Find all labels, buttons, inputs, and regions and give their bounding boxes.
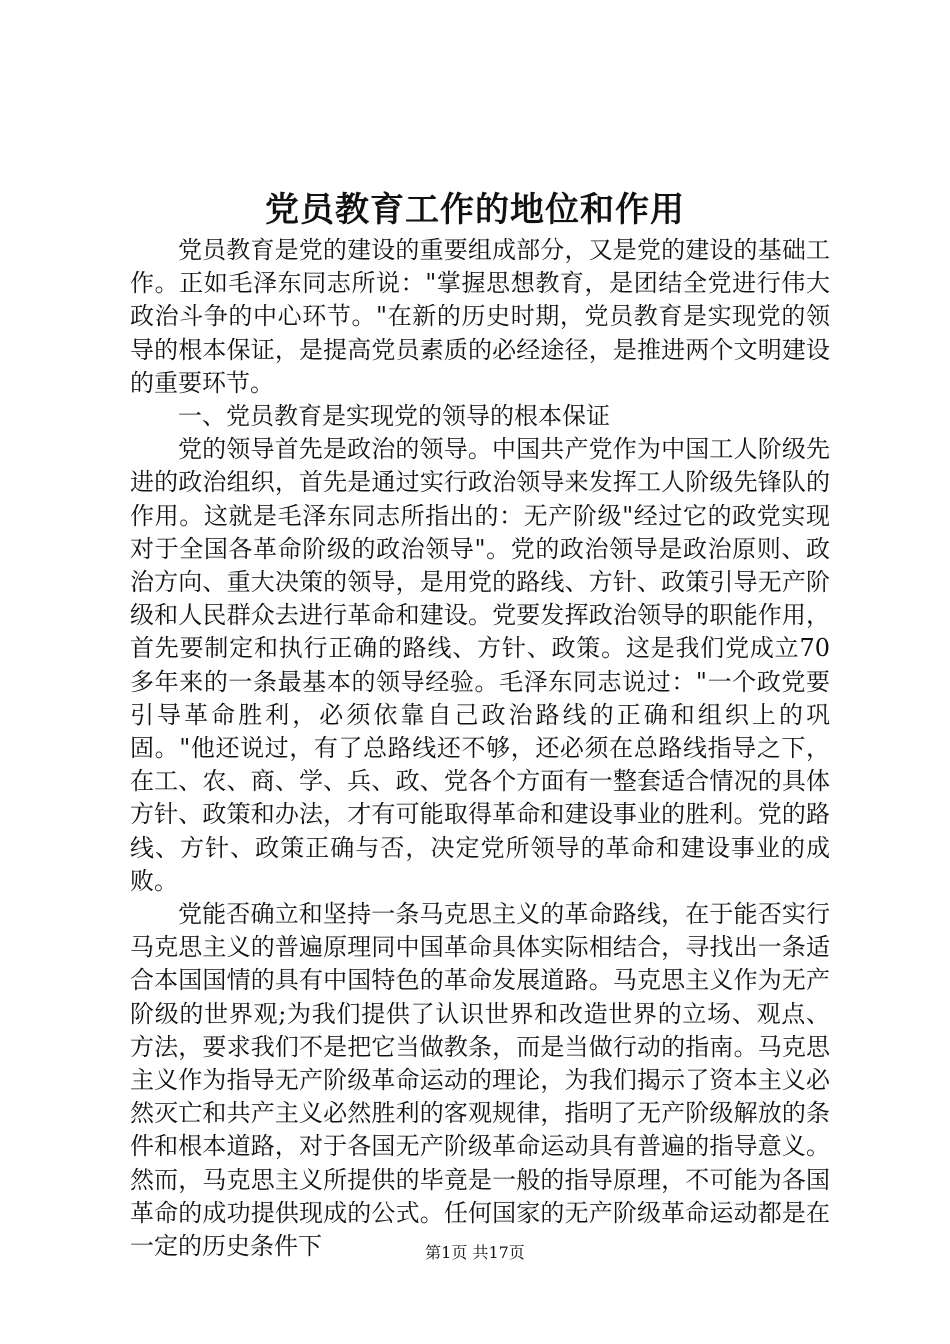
paragraph-marxism: 党能否确立和坚持一条马克思主义的革命路线，在于能否实行马克思主义的普遍原理同中国革命具体实际相结合，寻找出一条适合本国国情的具有中国特色的革命发展道路。马克思主义作为无产阶级的世界观;为我们提供了认识世界和改造世界的立场、观点、方法，要求我们不是把它当做教条，而是当做行动的指南。马克思主义作为指导无产阶级革命运动的理论，为我们揭示了资本主义必然灭亡和共产主义必然胜利的客观规律，指明了无产阶级解放的条件和根本道路，对于各国无产阶级革命运动具有普遍的指导意义。然而，马克思主义所提供的毕竟是一般的指导原理，不可能为各国革命的成功提供现成的公式。任何国家的无产阶级革命运动都是在一定的历史条件下 bbox=[130, 900, 830, 1261]
section-heading-1: 一、党员教育是实现党的领导的根本保证 bbox=[178, 402, 610, 431]
page-footer: 第1页 共17页 bbox=[425, 1243, 525, 1262]
document-title: 党员教育工作的地位和作用 bbox=[265, 190, 685, 230]
paragraph-political-leadership: 党的领导首先是政治的领导。中国共产党作为中国工人阶级先进的政治组织，首先是通过实行政治领导来发挥工人阶级先锋队的作用。这就是毛泽东同志所指出的：无产阶级"经过它的政党实现对于全国各革命阶级的政治领导"。党的政治领导是政治原则、政治方向、重大决策的领导，是用党的路线、方针、政策引导无产阶级和人民群众去进行革命和建设。党要发挥政治领导的职能作用，首先要制定和执行正确的路线、方针、政策。这是我们党成立70多年来的一条最基本的领导经验。毛泽东同志说过："一个政党要引导革命胜利，必须依靠自己政治路线的正确和组织上的巩固。"他还说过，有了总路线还不够，还必须在总路线指导之下，在工、农、商、学、兵、政、党各个方面有一整套适合情况的具体方针、政策和办法，才有可能取得革命和建设事业的胜利。党的路线、方针、政策正确与否，决定党所领导的革命和建设事业的成败。 bbox=[130, 435, 830, 895]
paragraph-intro: 党员教育是党的建设的重要组成部分，又是党的建设的基础工作。正如毛泽东同志所说："掌握思想教育，是团结全党进行伟大政治斗争的中心环节。"在新的历史时期，党员教育是实现党的领导的根本保证，是提高党员素质的必经途径，是推进两个文明建设的重要环节。 bbox=[130, 236, 830, 397]
document-body bbox=[130, 234, 830, 1263]
